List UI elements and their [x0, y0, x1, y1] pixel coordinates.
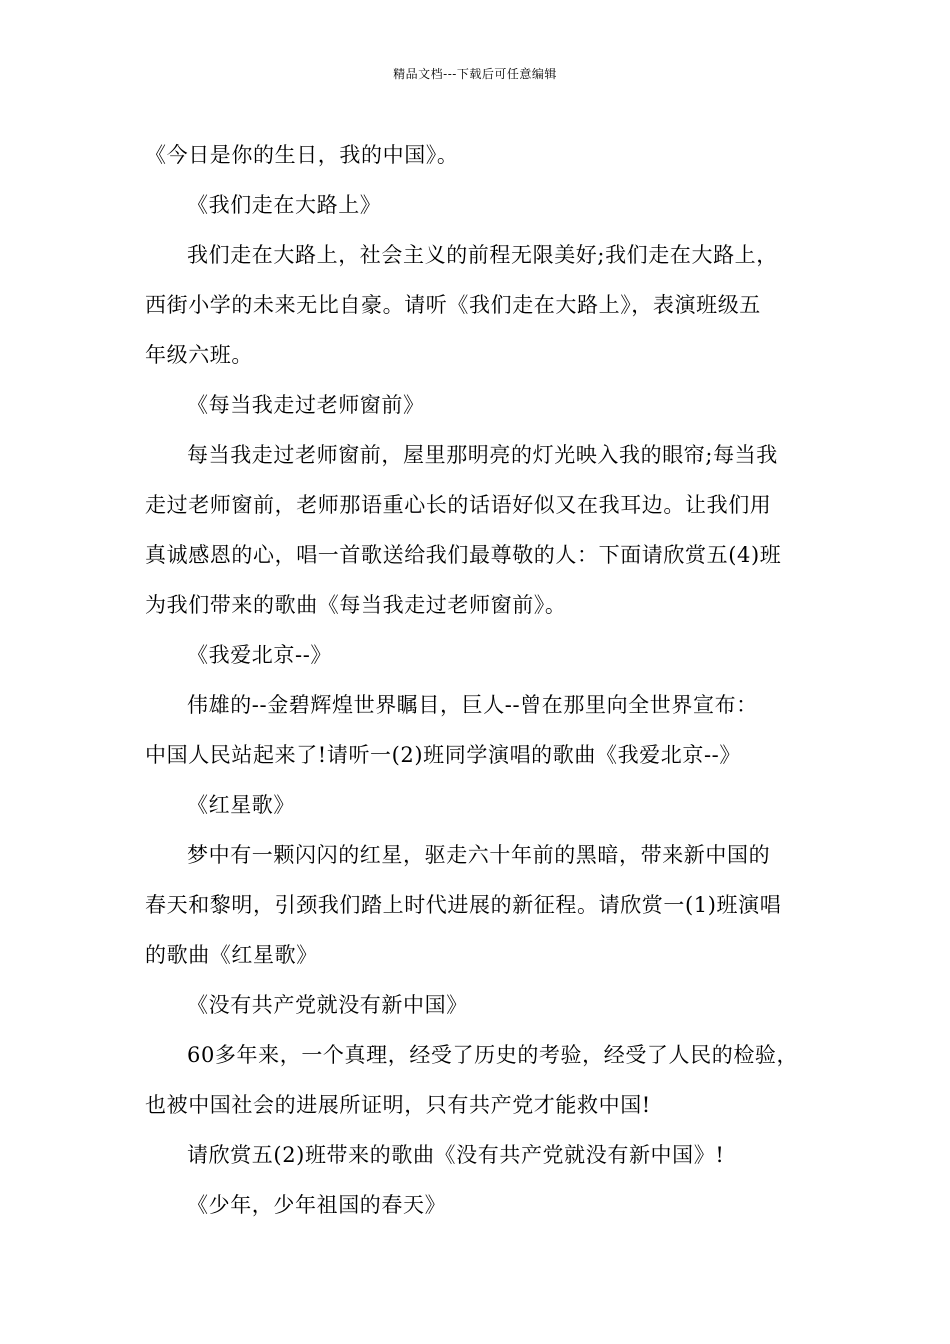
text-line: 走过老师窗前，老师那语重心长的话语好似又在我耳边。让我们用	[145, 493, 772, 517]
text-line: 我们走在大路上，社会主义的前程无限美好;我们走在大路上，	[187, 243, 778, 267]
text-line: 中国人民站起来了!请听一(2)班同学演唱的歌曲《我爱北京--》	[145, 743, 741, 767]
text-line: 的歌曲《红星歌》	[145, 943, 318, 967]
text-line: 真诚感恩的心，唱一首歌送给我们最尊敬的人：下面请欣赏五(4)班	[145, 543, 782, 567]
text-line: 春天和黎明，引颈我们踏上时代进展的新征程。请欣赏一(1)班演唱	[145, 893, 782, 917]
text-line: 年级六班。	[145, 343, 253, 367]
text-line: 《今日是你的生日，我的中国》。	[145, 143, 459, 167]
text-line: 60多年来，一个真理，经受了历史的考验，经受了人民的检验，	[187, 1043, 799, 1067]
text-line: 伟雄的--金碧辉煌世界瞩目，巨人--曾在那里向全世界宣布：	[187, 693, 758, 717]
document-body	[145, 130, 810, 1230]
text-line: 也被中国社会的进展所证明，只有共产党才能救中国!	[145, 1093, 651, 1117]
text-line: 梦中有一颗闪闪的红星，驱走六十年前的黑暗，带来新中国的	[187, 843, 771, 867]
page-header: 精品文档---下载后可任意编辑	[393, 67, 557, 81]
text-line: 西街小学的未来无比自豪。请听《我们走在大路上》，表演班级五	[145, 293, 761, 317]
song-title: 《红星歌》	[187, 793, 295, 817]
text-line: 为我们带来的歌曲《每当我走过老师窗前》。	[145, 593, 567, 617]
song-title: 《我们走在大路上》	[187, 193, 382, 217]
text-line: 请欣赏五(2)班带来的歌曲《没有共产党就没有新中国》!	[187, 1143, 725, 1167]
song-title: 《没有共产党就没有新中国》	[187, 993, 468, 1017]
song-title: 《每当我走过老师窗前》	[187, 393, 425, 417]
song-title: 《少年，少年祖国的春天》	[187, 1193, 447, 1217]
text-line: 每当我走过老师窗前，屋里那明亮的灯光映入我的眼帘;每当我	[187, 443, 778, 467]
song-title: 《我爱北京--》	[187, 643, 332, 667]
